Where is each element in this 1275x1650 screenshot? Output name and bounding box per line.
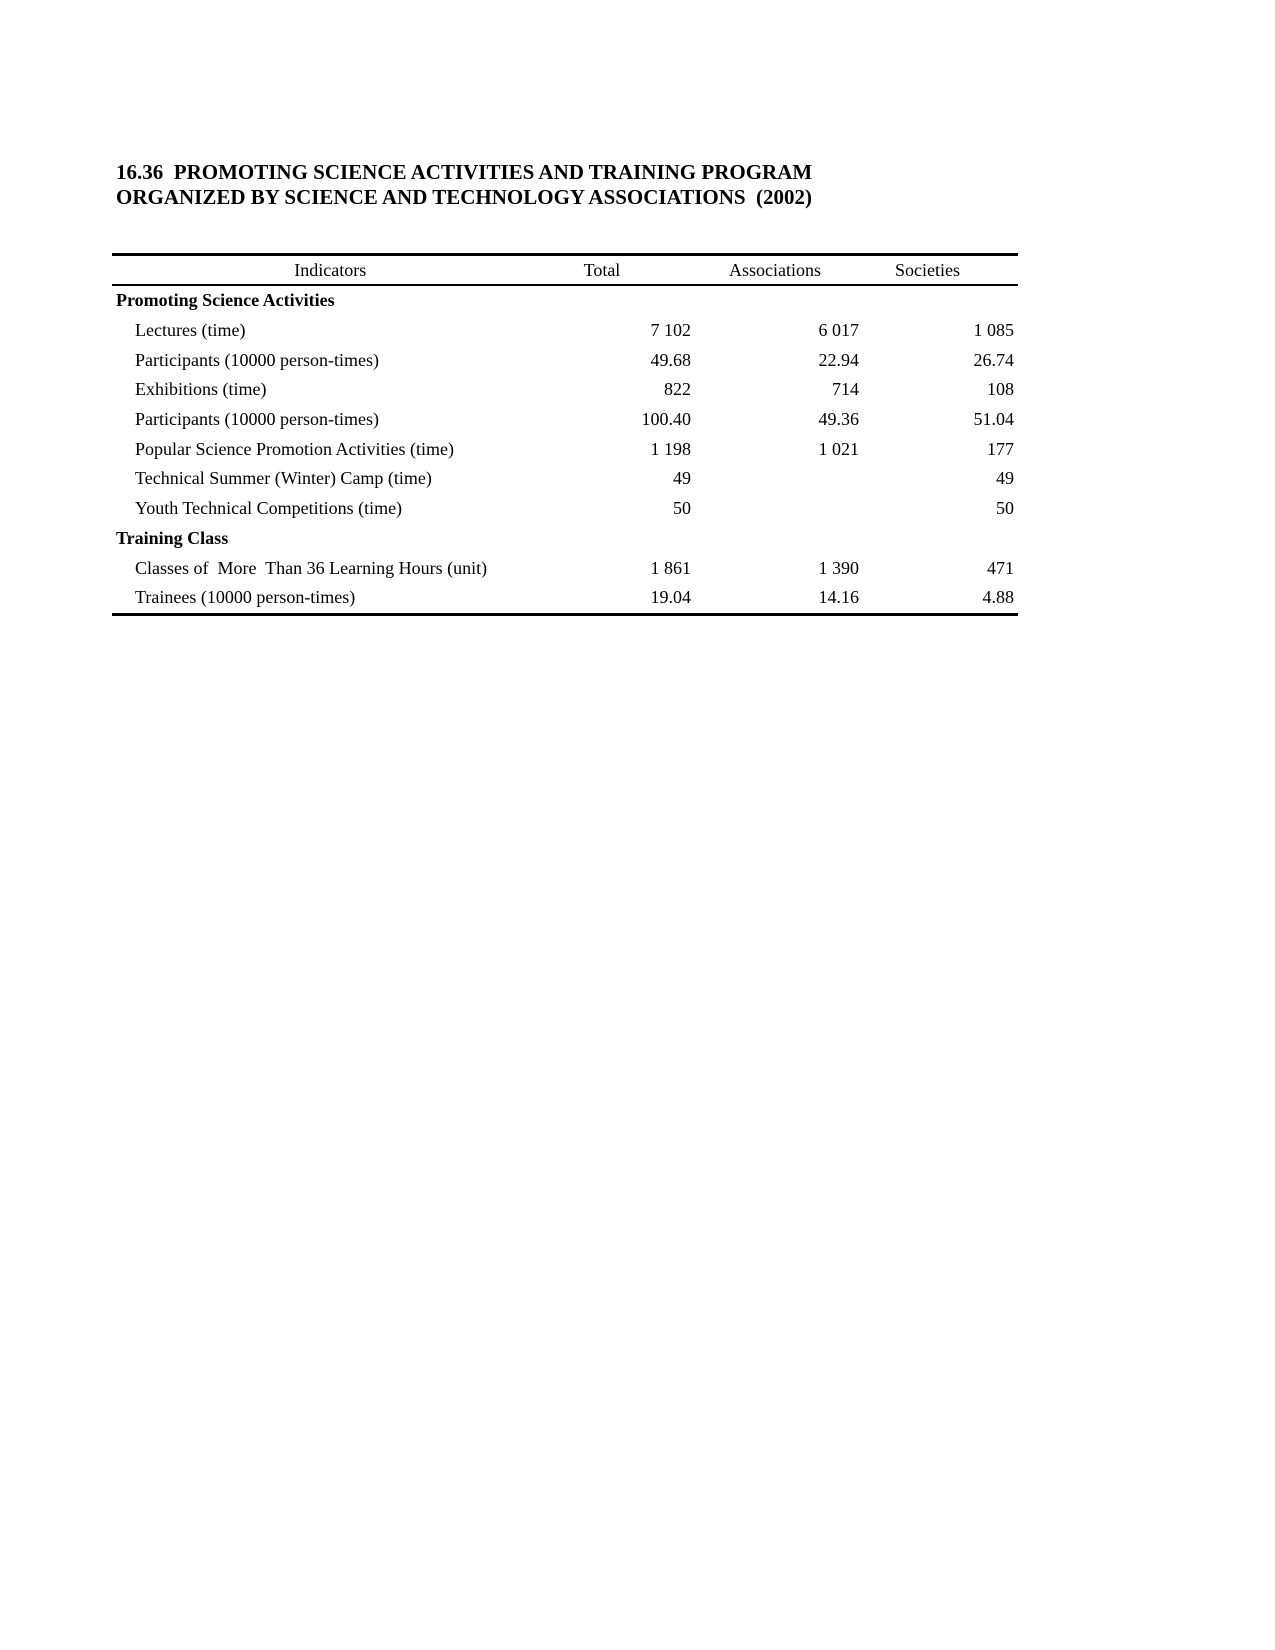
- page-title: [116, 160, 1016, 210]
- cell-societies: 4.88: [982, 587, 1014, 608]
- cell-associations: 49.36: [818, 409, 859, 430]
- table-row: [112, 375, 1018, 405]
- table-row: [112, 345, 1018, 375]
- header-associations: Associations: [729, 259, 822, 280]
- row-label: Participants (10000 person-times): [135, 349, 379, 370]
- cell-associations: 6 017: [818, 320, 859, 341]
- row-label: Youth Technical Competitions (time): [135, 498, 403, 519]
- table-row: [112, 316, 1018, 346]
- table-row: [112, 464, 1018, 494]
- header-societies: Societies: [895, 259, 960, 280]
- cell-total: [549, 524, 695, 554]
- row-label: Participants (10000 person-times): [135, 409, 379, 430]
- table-row: [112, 434, 1018, 464]
- cell-societies: 1 085: [973, 320, 1014, 341]
- cell-societies: 108: [987, 379, 1014, 400]
- cell-total: 50: [673, 498, 692, 519]
- cell-associations: 22.94: [818, 349, 859, 370]
- title-line-1: 16.36 PROMOTING SCIENCE ACTIVITIES AND TRAINING PROGRAM: [116, 160, 813, 184]
- cell-associations: [695, 524, 863, 554]
- statistics-table: [112, 253, 1018, 616]
- table-header: [112, 255, 1018, 286]
- section-row-promoting-science: [112, 285, 1018, 316]
- row-label: Technical Summer (Winter) Camp (time): [135, 468, 432, 489]
- row-label: Trainees (10000 person-times): [135, 587, 356, 608]
- row-label: Classes of More Than 36 Learning Hours (unit): [135, 557, 488, 578]
- cell-total: 7 102: [650, 320, 692, 341]
- cell-associations: [695, 464, 863, 494]
- cell-societies: 26.74: [973, 349, 1014, 370]
- cell-societies: 50: [996, 498, 1014, 519]
- cell-societies: 51.04: [973, 409, 1014, 430]
- cell-societies: [863, 285, 1018, 316]
- title-line-2: ORGANIZED BY SCIENCE AND TECHNOLOGY ASSOCIATIONS (2002): [116, 185, 813, 209]
- section-label: Training Class: [116, 527, 229, 548]
- cell-associations: [695, 285, 863, 316]
- cell-associations: 1 021: [818, 438, 859, 459]
- cell-societies: [863, 524, 1018, 554]
- cell-associations: [695, 494, 863, 524]
- cell-total: 1 198: [650, 438, 692, 459]
- cell-associations: 1 390: [818, 557, 859, 578]
- cell-societies: 49: [996, 468, 1014, 489]
- cell-total: 19.04: [650, 587, 692, 608]
- cell-associations: 714: [832, 379, 859, 400]
- row-label: Popular Science Promotion Activities (time): [135, 438, 454, 459]
- cell-total: 49.68: [650, 349, 692, 370]
- cell-total: 100.40: [641, 409, 692, 430]
- cell-total: 822: [664, 379, 692, 400]
- table-row: [112, 583, 1018, 614]
- cell-total: 1 861: [650, 557, 692, 578]
- cell-total: [549, 285, 695, 316]
- header-total: Total: [583, 259, 621, 280]
- table-row: [112, 553, 1018, 583]
- cell-societies: 177: [987, 438, 1014, 459]
- table-body: [112, 285, 1018, 614]
- cell-total: 49: [673, 468, 692, 489]
- cell-societies: 471: [987, 557, 1014, 578]
- cell-associations: 14.16: [818, 587, 859, 608]
- table-row: [112, 405, 1018, 435]
- header-indicators: Indicators: [294, 259, 367, 280]
- section-row-training-class: [112, 524, 1018, 554]
- row-label: Lectures (time): [135, 320, 246, 341]
- row-label: Exhibitions (time): [135, 379, 267, 400]
- header-row: [112, 255, 1018, 286]
- section-label: Promoting Science Activities: [116, 290, 335, 311]
- table-row: [112, 494, 1018, 524]
